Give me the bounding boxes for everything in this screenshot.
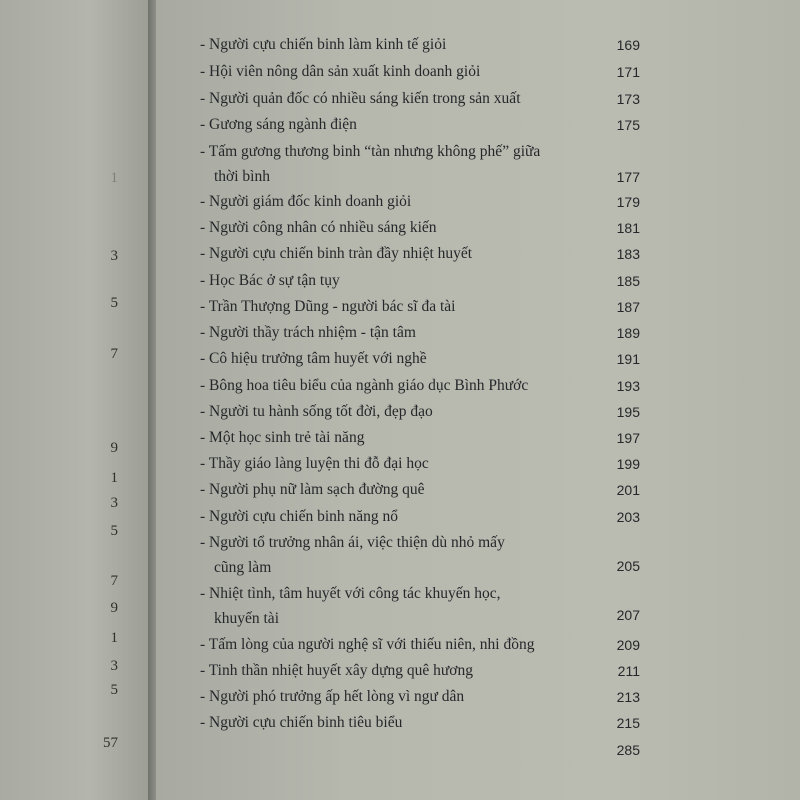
toc-entry-text: - Tấm gương thương binh “tàn nhưng không phế” giữa	[200, 143, 541, 160]
toc-entry-page-number: 185	[616, 273, 640, 289]
margin-number: 9	[110, 600, 118, 616]
toc-entry-text: - Một học sinh trẻ tài năng	[200, 429, 365, 446]
toc-entry-page-number: 177	[616, 169, 640, 185]
toc-entry-text: - Người quản đốc có nhiều sáng kiến trong sản xuất	[200, 90, 521, 107]
toc-entry-page-number: 175	[616, 117, 640, 133]
margin-number: 3	[110, 248, 118, 264]
toc-entry-title	[200, 193, 640, 215]
margin-number: 1	[110, 170, 118, 186]
toc-entry-text: - Người cựu chiến binh tràn đầy nhiệt huyết	[200, 245, 473, 262]
toc-entry-page-number: 203	[616, 509, 640, 525]
toc-entry-text: - Người tổ trưởng nhân ái, việc thiện dù nhỏ mấy	[200, 534, 505, 551]
toc-entry-page-number: 205	[616, 558, 640, 574]
toc-entry-page-number: 209	[616, 637, 640, 653]
toc-entry-text: - Nhiệt tình, tâm huyết với công tác khuyến học,	[200, 585, 501, 602]
toc-entry-text: - Người cựu chiến binh làm kinh tế giỏi	[200, 36, 447, 53]
margin-number: 1	[110, 470, 118, 486]
toc-entry-title	[200, 245, 640, 267]
toc-entry-text: - Người tu hành sống tốt đời, đẹp đạo	[200, 403, 433, 420]
toc-entry-title	[200, 90, 640, 112]
toc-entry-text: - Cô hiệu trưởng tâm huyết với nghề	[200, 350, 427, 367]
toc-entry-text: - Người cựu chiến binh tiêu biểu	[200, 714, 403, 731]
toc-entry-page-number: 215	[616, 715, 640, 731]
toc-entry-title	[200, 534, 640, 556]
book-spine-shadow	[148, 0, 156, 800]
toc-entry-title	[200, 350, 640, 372]
margin-number: 7	[110, 346, 118, 362]
toc-entry-text: - Tinh thần nhiệt huyết xây dựng quê hương	[200, 662, 473, 679]
toc-entry-text: - Người cựu chiến binh năng nổ	[200, 508, 399, 525]
margin-number: 3	[110, 658, 118, 674]
toc-entry-text: cũng làm	[214, 559, 272, 576]
toc-entry-title	[200, 714, 640, 736]
toc-entry-text: - Người công nhân có nhiều sáng kiến	[200, 219, 437, 236]
toc-entry-title	[200, 36, 640, 58]
margin-number: 1	[110, 630, 118, 646]
toc-entry-text: - Người phụ nữ làm sạch đường quê	[200, 481, 425, 498]
toc-entry-text: - Gương sáng ngành điện	[200, 116, 357, 133]
toc-entry-text: - Trần Thượng Dũng - người bác sĩ đa tài	[200, 298, 456, 315]
toc-entry-page-number: 207	[616, 607, 640, 623]
toc-entry-title	[200, 508, 640, 530]
toc-entry-title	[200, 429, 640, 451]
toc-entry-title	[200, 481, 640, 503]
toc-entry-title	[200, 688, 640, 710]
previous-page	[0, 0, 150, 800]
toc-entry-title	[200, 63, 640, 85]
toc-entry-page-number: 173	[616, 91, 640, 107]
toc-entry-page-number: 195	[616, 404, 640, 420]
toc-entry-title	[200, 636, 640, 658]
toc-entry-title	[200, 219, 640, 241]
toc-entry-text: - Tấm lòng của người nghệ sĩ với thiếu niên, nhi đồng	[200, 636, 535, 653]
toc-entry-page-number: 171	[616, 64, 640, 80]
margin-number: 5	[110, 682, 118, 698]
toc-entry-text: - Thầy giáo làng luyện thi đỗ đại học	[200, 455, 429, 472]
toc-entry-title	[200, 324, 640, 346]
page-folio: 285	[616, 742, 640, 758]
toc-entry-title	[200, 403, 640, 425]
toc-entry-title	[200, 585, 640, 607]
toc-entry-page-number: 183	[616, 246, 640, 262]
toc-entry-page-number: 211	[617, 663, 640, 679]
toc-entry-text: thời bình	[214, 168, 270, 185]
toc-entry-text: - Người thầy trách nhiệm - tận tâm	[200, 324, 416, 341]
toc-entry-title	[200, 143, 640, 165]
toc-entry-page-number: 191	[616, 351, 640, 367]
toc-entry-page-number: 169	[616, 37, 640, 53]
margin-number: 5	[110, 523, 118, 539]
toc-entry-title	[200, 377, 640, 399]
toc-entry-page-number: 197	[616, 430, 640, 446]
toc-entry-title	[200, 116, 640, 138]
toc-entry-page-number: 179	[616, 194, 640, 210]
toc-entry-title	[200, 455, 640, 477]
margin-number: 57	[103, 735, 118, 751]
margin-number: 3	[110, 495, 118, 511]
toc-entry-page-number: 199	[616, 456, 640, 472]
toc-entry-title	[200, 298, 640, 320]
toc-entry-page-number: 181	[616, 220, 640, 236]
toc-entry-page-number: 193	[616, 378, 640, 394]
toc-entry-title	[200, 662, 640, 684]
toc-entry-title	[200, 168, 640, 190]
toc-entry-page-number: 187	[616, 299, 640, 315]
toc-entry-title	[200, 272, 640, 294]
toc-entry-text: - Học Bác ở sự tận tụy	[200, 272, 340, 289]
toc-entry-page-number: 213	[616, 689, 640, 705]
toc-entry-page-number: 189	[616, 325, 640, 341]
toc-entry-text: - Bông hoa tiêu biểu của ngành giáo dục Bình Phước	[200, 377, 529, 394]
margin-number: 9	[110, 440, 118, 456]
toc-entry-page-number: 201	[616, 482, 640, 498]
toc-entry-title	[200, 610, 640, 632]
margin-number: 5	[110, 295, 118, 311]
toc-entry-text: khuyến tài	[214, 610, 279, 627]
margin-number: 7	[110, 573, 118, 589]
toc-entry-text: - Hội viên nông dân sản xuất kinh doanh giỏi	[200, 63, 481, 80]
toc-entry-text: - Người giám đốc kinh doanh giỏi	[200, 193, 412, 210]
toc-entry-title	[200, 559, 640, 581]
toc-entry-text: - Người phó trưởng ấp hết lòng vì ngư dân	[200, 688, 465, 705]
